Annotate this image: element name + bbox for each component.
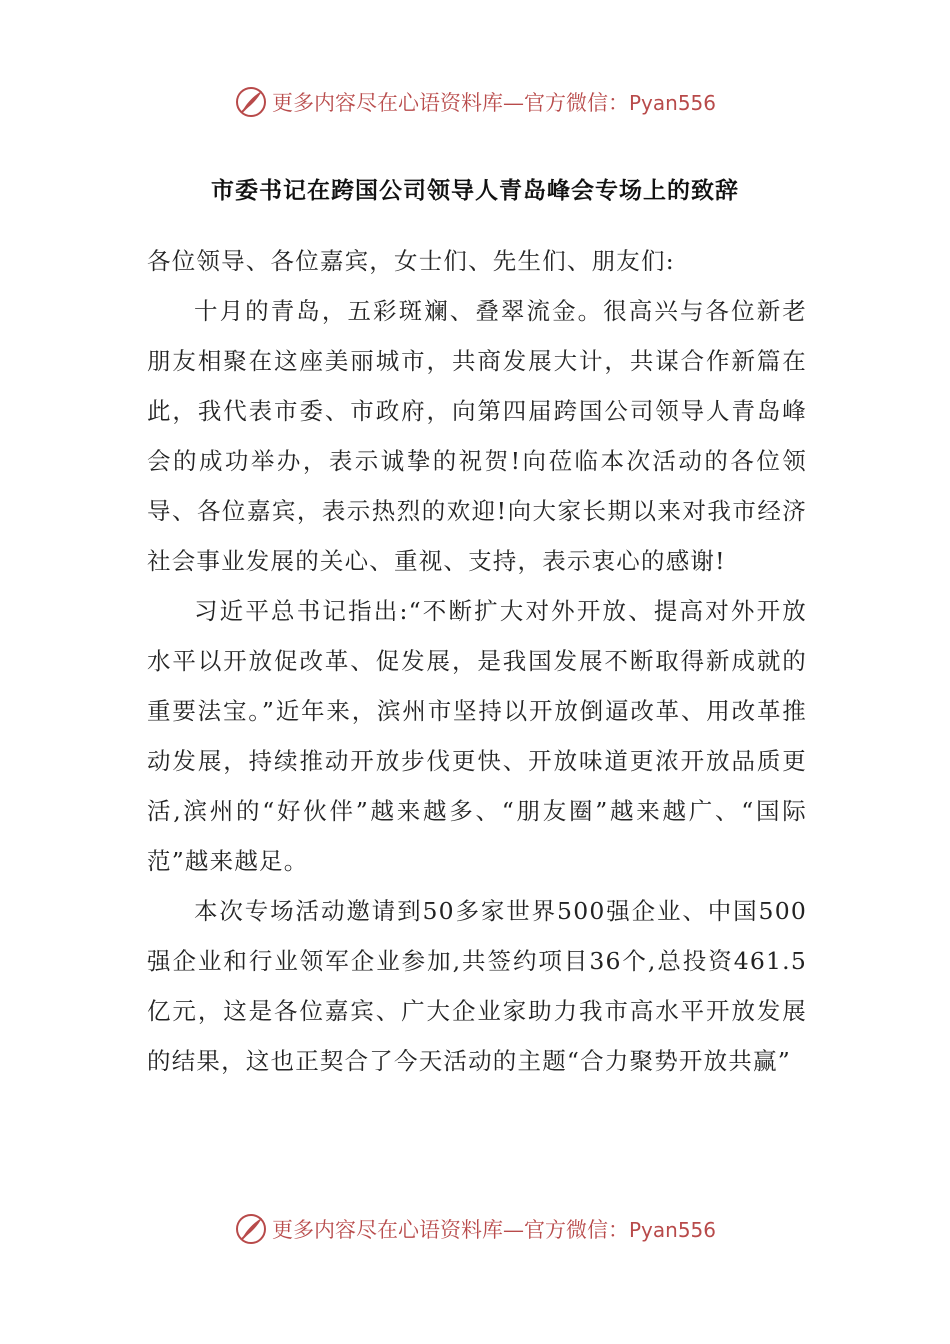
watermark-label: 更多内容尽在心语资料库—官方微信： — [271, 91, 629, 115]
watermark-handle: Pyan556 — [628, 1218, 716, 1242]
watermark-text — [272, 1214, 716, 1244]
watermark-footer — [0, 1209, 950, 1249]
document-title: 市委书记在跨国公司领导人青岛峰会专场上的致辞 — [211, 177, 739, 204]
paragraph-2: 习近平总书记指出:“不断扩大对外开放、提高对外开放水平以开放促改革、促发展，是我国发展不断取得新成就的重要法宝。”近年来，滨州市坚持以开放倒逼改革、用改革推动发展，持续推动开放步伐更快、开放味道更浓开放品质更活,滨州的“好伙伴”越来越多、“朋友圈”越来越广、“国际范”越来越足。 — [147, 597, 807, 875]
paragraph-1: 十月的青岛，五彩斑斓、叠翠流金。很高兴与各位新老朋友相聚在这座美丽城市，共商发展大计，共谋合作新篇在此，我代表市委、市政府，向第四届跨国公司领导人青岛峰会的成功举办，表示诚挚的祝贺!向莅临本次活动的各位领导、各位嘉宾，表示热烈的欢迎!向大家长期以来对我市经济社会事业发展的关心、重视、支持，表示衷心的感谢! — [147, 297, 807, 575]
watermark-label: 更多内容尽在心语资料库—官方微信： — [271, 1218, 629, 1242]
watermark-header — [0, 82, 950, 122]
document-body — [147, 236, 807, 1086]
watermark-text — [272, 87, 716, 117]
salutation: 各位领导、各位嘉宾，女士们、先生们、朋友们: — [147, 247, 675, 275]
paragraph-3: 本次专场活动邀请到50多家世界500强企业、中国500强企业和行业领军企业参加,共签约项目36个,总投资461.5亿元，这是各位嘉宾、广大企业家助力我市高水平开放发展的结果，这也正契合了今天活动的主题“合力聚势开放共赢” — [147, 897, 807, 1075]
quill-logo-icon — [234, 1212, 268, 1246]
quill-logo-icon — [234, 85, 268, 119]
watermark-handle: Pyan556 — [628, 91, 716, 115]
